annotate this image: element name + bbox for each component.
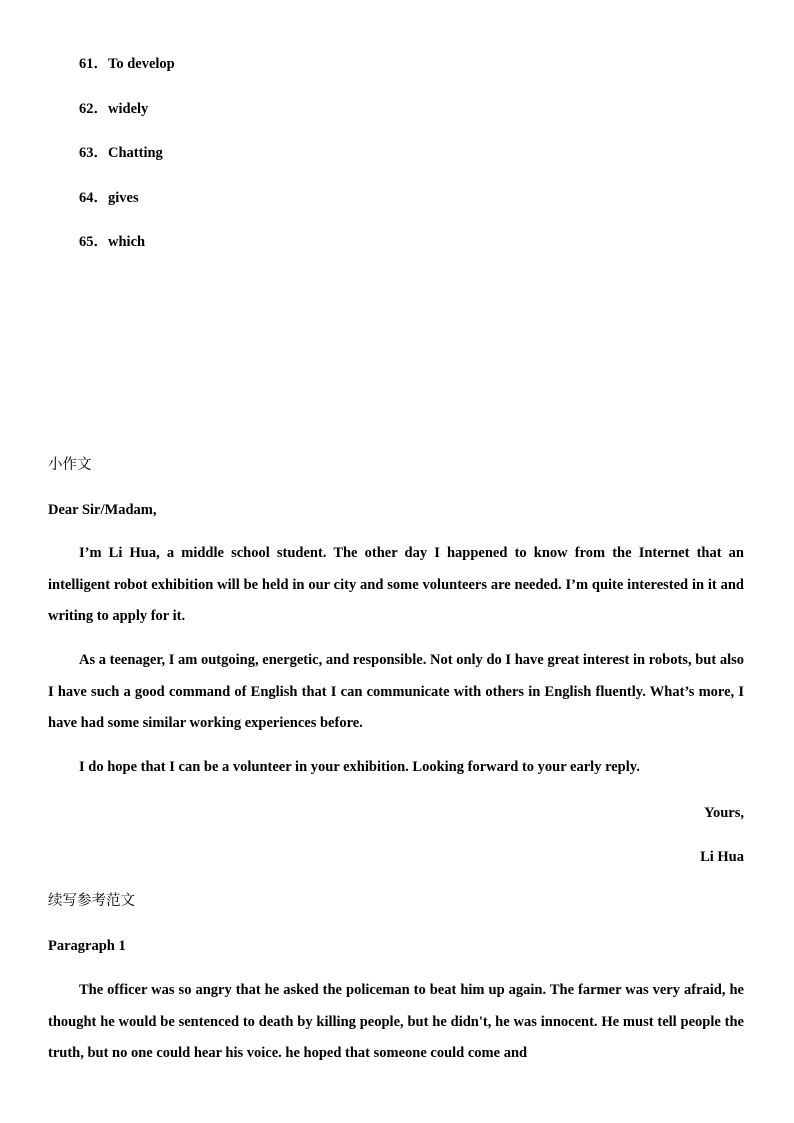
answer-text: which (108, 234, 146, 250)
essay-paragraph-2 (48, 645, 744, 740)
essay-closing: Yours, (704, 805, 744, 821)
answer-text: To develop (108, 56, 175, 72)
answer-text: gives (108, 190, 139, 206)
answer-text: widely (108, 101, 149, 117)
continuation-text: The officer was so angry that he asked the policeman to beat him up again. The farmer was very afraid, he thought he would be sentenced to death by killing people, but he didn't, he was innocent. He must tell people the truth, but no one could hear his voice. he hoped that someone could come and (48, 982, 744, 1061)
continuation-heading: 续写参考范文 (48, 893, 135, 909)
essay-heading: 小作文 (48, 457, 92, 473)
answer-number: 65． (79, 234, 108, 250)
essay-salutation: Dear Sir/Madam, (48, 502, 157, 518)
essay-paragraph-1 (48, 538, 744, 633)
paragraph-label: Paragraph 1 (48, 938, 126, 954)
essay-paragraph-text: As a teenager, I am outgoing, energetic, and responsible. Not only do I have great interest in robots, but also I have such a good command of English that I can communicate with others in English fluently. What’s more, I have had some similar working experiences before. (48, 652, 744, 731)
continuation-paragraph (48, 975, 744, 1070)
essay-paragraph-text: I do hope that I can be a volunteer in your exhibition. Looking forward to your early reply. (79, 759, 640, 775)
answer-number: 64． (79, 190, 108, 206)
answer-text: Chatting (108, 145, 163, 161)
essay-signature: Li Hua (700, 849, 744, 865)
answer-64 (79, 188, 139, 208)
answer-number: 63． (79, 145, 108, 161)
answer-61 (79, 54, 175, 74)
answer-62 (79, 99, 148, 119)
answer-number: 61． (79, 56, 108, 72)
answer-number: 62． (79, 101, 108, 117)
essay-paragraph-text: I’m Li Hua, a middle school student. The other day I happened to know from the Internet that an intelligent robot exhibition will be held in our city and some volunteers are needed. I’m quite interested in it and writing to apply for it. (48, 545, 744, 624)
answer-65 (79, 232, 145, 252)
essay-paragraph-3 (48, 752, 744, 784)
answer-63 (79, 143, 163, 163)
